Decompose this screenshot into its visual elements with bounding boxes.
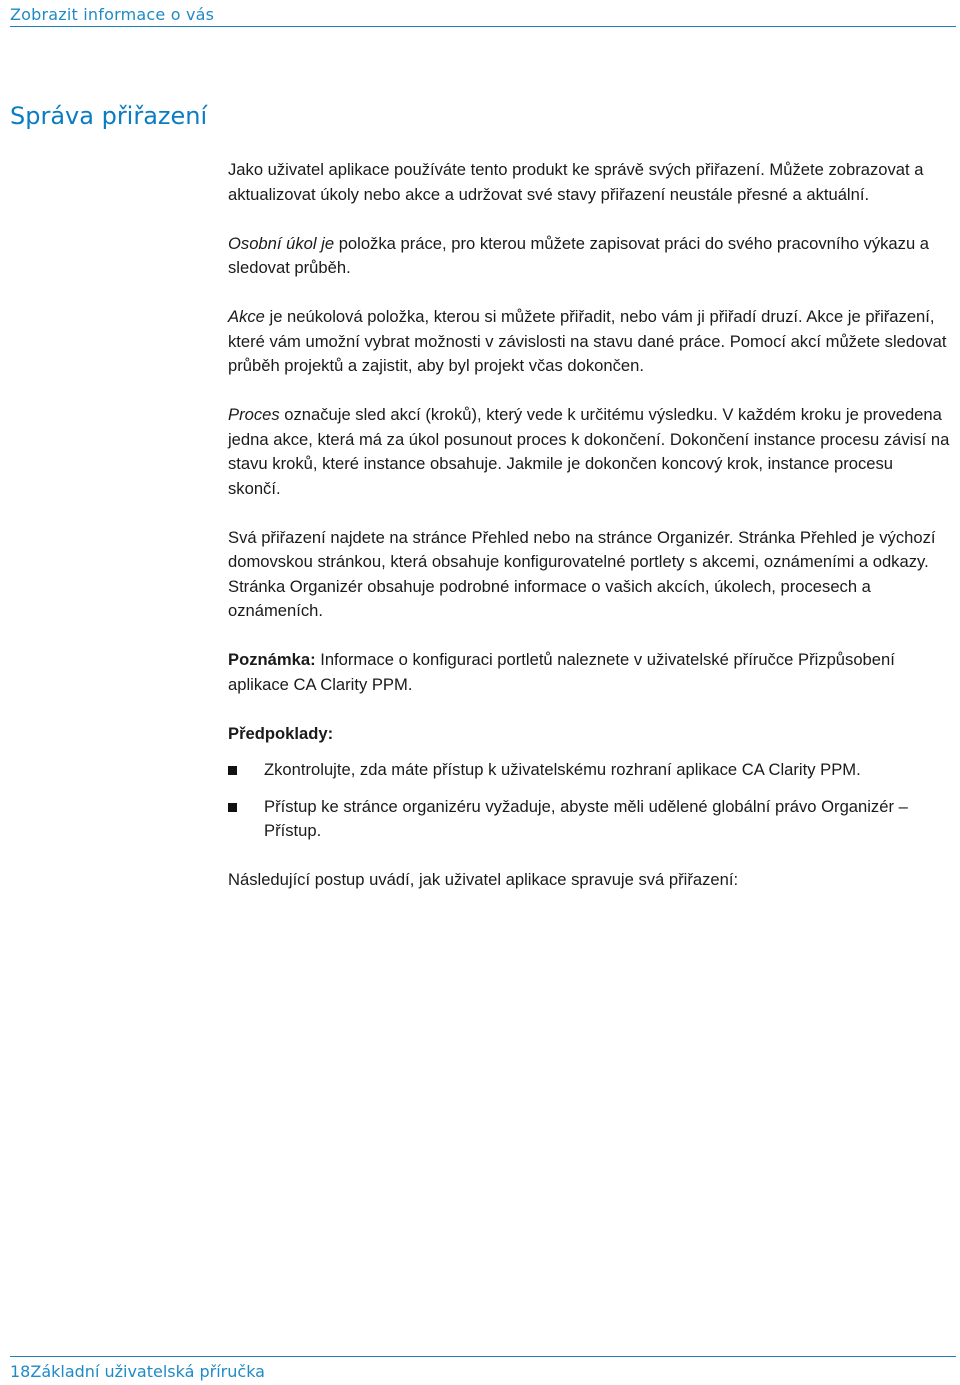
running-header xyxy=(10,4,956,27)
process-text: označuje sled akcí (kroků), který vede k určitému výsledku. V každém kroku je provedena jedna akce, která má za úkol posunout proces k dokončení. Dokončení instance procesu závisí na stavu kroků, které instance obsahuje. Jakmile je dokončen koncový krok, instance procesu skončí. xyxy=(228,405,950,498)
personal-task-text: položka práce, pro kterou můžete zapisovat práci do svého pracovního výkazu a sledovat průběh. xyxy=(228,233,930,277)
term-action: Akce xyxy=(228,307,265,326)
prerequisites-label: Předpoklady: xyxy=(228,723,334,743)
note-text: Informace o konfiguraci portletů naleznete v uživatelské příručce Přizpůsobení aplikace CA Clarity PPM. xyxy=(228,650,895,694)
body-content xyxy=(228,158,950,917)
square-bullet-icon xyxy=(228,803,237,812)
process-paragraph xyxy=(228,403,950,501)
list-item-text: Zkontrolujte, zda máte přístup k uživatelskému rozhraní aplikace CA Clarity PPM. xyxy=(264,760,861,779)
list-item-text: Přístup ke stránce organizéru vyžaduje, abyste měli udělené globální právo Organizér – Přístup. xyxy=(264,796,908,840)
prerequisites-heading xyxy=(228,722,950,747)
page-footer xyxy=(10,1356,956,1382)
closing-paragraph: Následující postup uvádí, jak uživatel aplikace spravuje svá přiřazení: xyxy=(228,869,739,889)
personal-task-paragraph xyxy=(228,232,950,281)
page-title: Správa přiřazení xyxy=(10,102,208,130)
action-text: je neúkolová položka, kterou si můžete přiřadit, nebo vám ji přiřadí druzí. Akce je přiřazení, které vám umožní vybrat možnosti v závislosti na stavu dané práce. Pomocí akcí můžete sledovat průběh projektů a zajistit, aby byl projekt včas dokončen. xyxy=(228,307,947,375)
action-paragraph xyxy=(228,305,950,379)
footer-text: 18Základní uživatelská příručka xyxy=(10,1362,265,1381)
list-item xyxy=(228,795,950,844)
list-item xyxy=(228,758,950,783)
term-personal-task: Osobní úkol je xyxy=(228,233,335,253)
note-label: Poznámka: xyxy=(228,650,316,669)
note-paragraph xyxy=(228,648,950,697)
pages-paragraph: Svá přiřazení najdete na stránce Přehled nebo na stránce Organizér. Stránka Přehled je výchozí domovskou stránkou, která obsahuje konfigurovatelné portlety s akcemi, oznámeními a odkazy. Stránka Organizér obsahuje podrobné informace o vašich akcích, úkolech, procesech a oznámeních. xyxy=(228,527,936,620)
term-process: Proces xyxy=(228,405,280,424)
square-bullet-icon xyxy=(228,766,237,775)
intro-paragraph: Jako uživatel aplikace používáte tento produkt ke správě svých přiřazení. Můžete zobrazovat a aktualizovat úkoly nebo akce a udržovat své stavy přiřazení neustále přesné a aktuální. xyxy=(228,160,924,204)
header-title: Zobrazit informace o vás xyxy=(10,5,215,24)
prerequisites-list xyxy=(228,758,950,844)
